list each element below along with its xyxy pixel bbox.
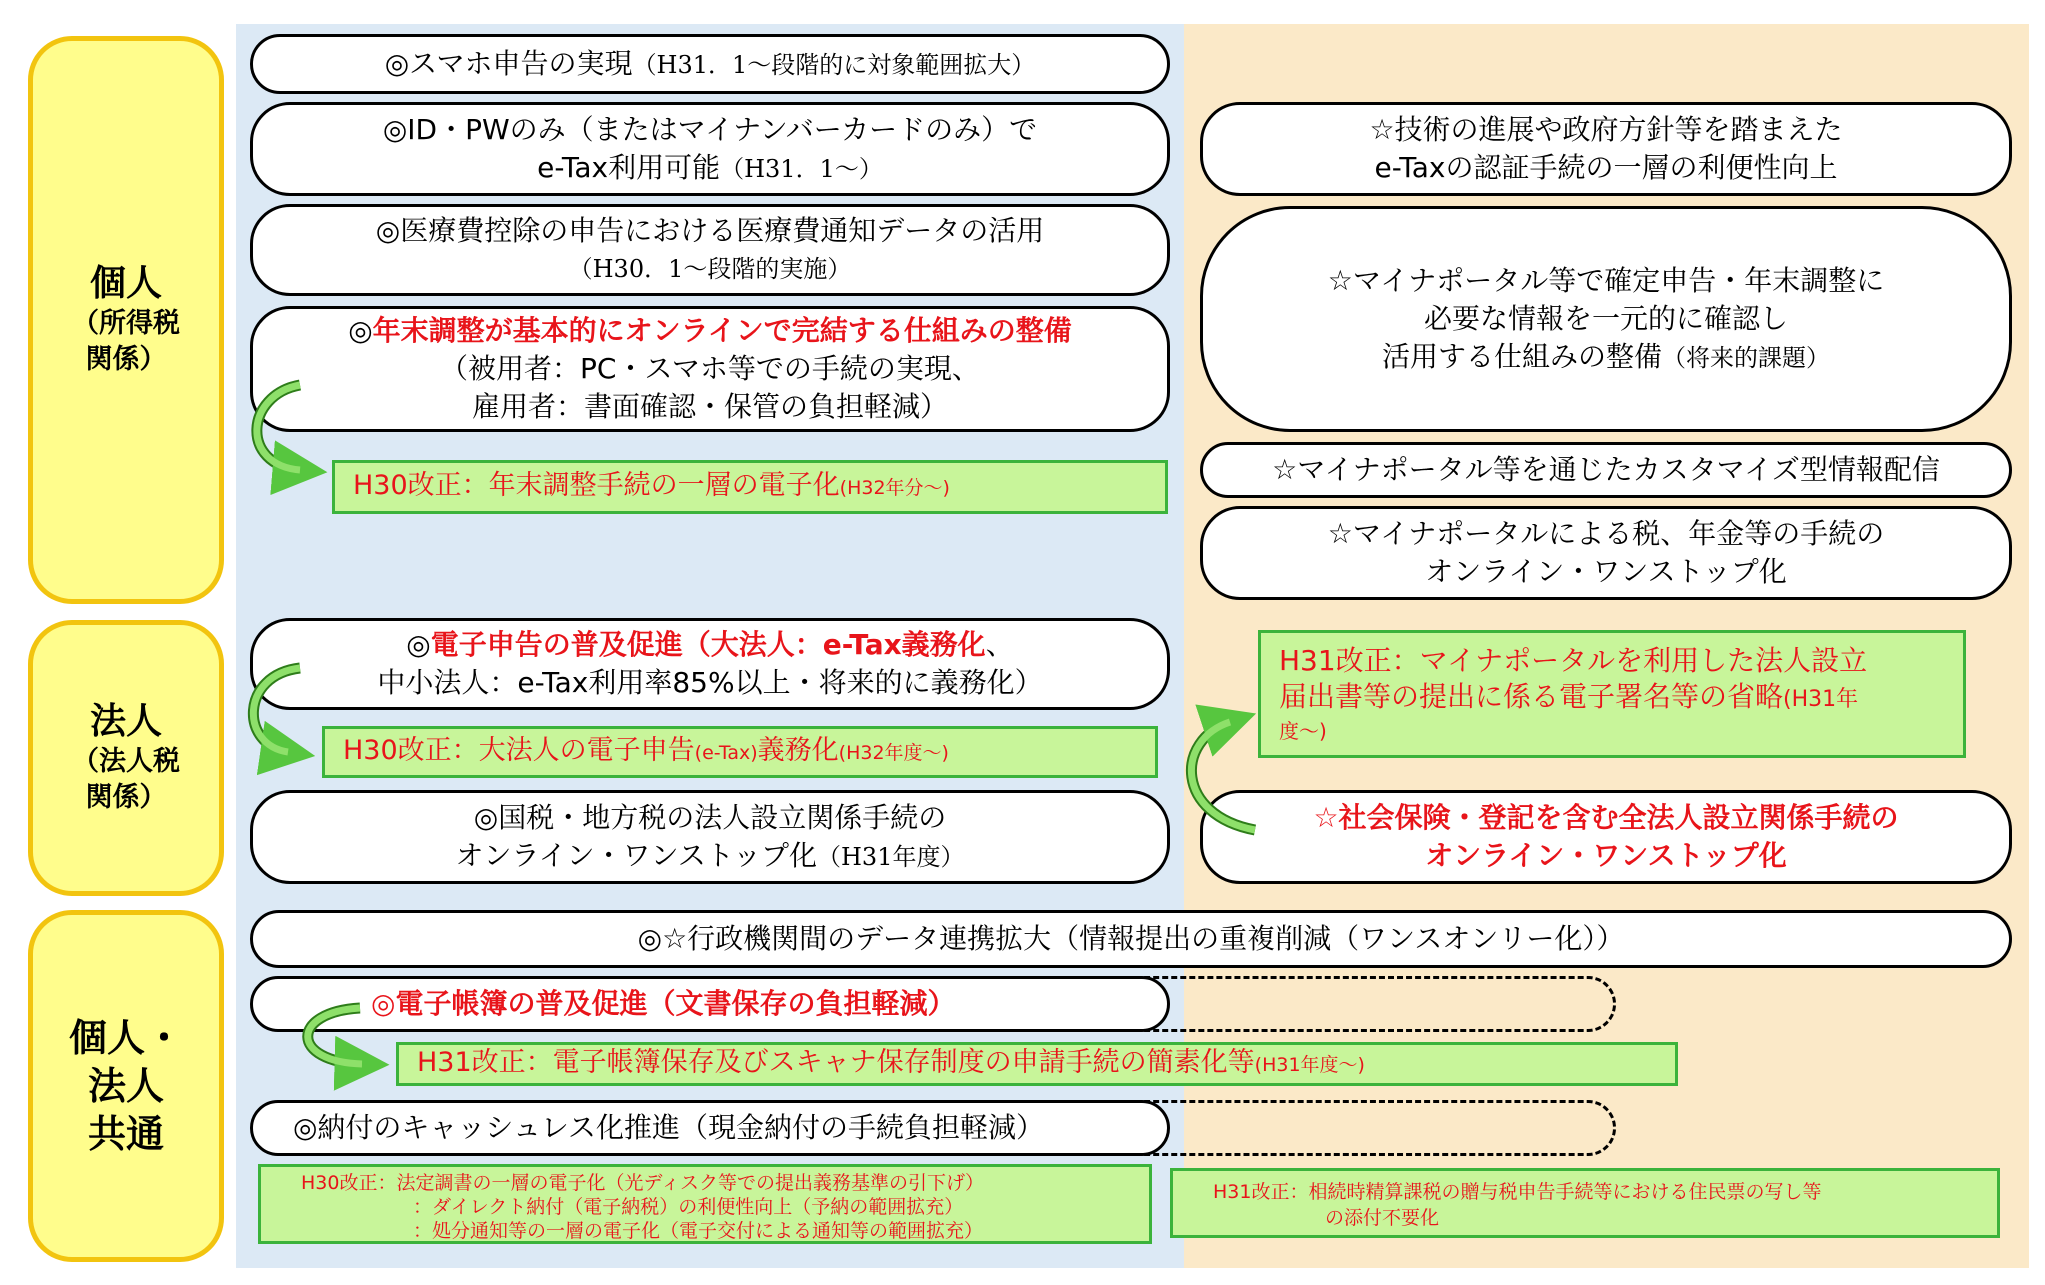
category-individual: 個人 （所得税 関係）	[28, 36, 224, 604]
electronic-ledger-box: ◎電子帳簿の普及促進（文書保存の負担軽減）	[250, 976, 1170, 1032]
category-corporate: 法人 （法人税 関係）	[28, 620, 224, 896]
arrow-corp-setup-icon	[1191, 722, 1255, 830]
e-filing-promotion-box: ◎電子申告の普及促進（大法人：e-Tax義務化、 中小法人：e-Tax利用率85%以上・将来的に義務化）	[250, 618, 1170, 710]
h30-reform-box: H30改正：法定調書の一層の電子化（光ディスク等での提出義務基準の引下げ） ：ダイレクト納付（電子納税）の利便性向上（予納の範囲拡充） ：処分通知等の一層の電子化（電子交付による通知等の範囲拡充）	[258, 1164, 1152, 1244]
year-end-adjustment-box: ◎年末調整が基本的にオンラインで完結する仕組みの整備 （被用者：PC・スマホ等での手続の実現、 雇用者：書面確認・保管の負担軽減）	[250, 306, 1170, 432]
medical-deduction-box: ◎医療費控除の申告における医療費通知データの活用 （H30．1～段階的実施）	[250, 204, 1170, 296]
mynaportal-confirmation-box: ☆マイナポータル等で確定申告・年末調整に 必要な情報を一元的に確認し 活用する仕組みの整備（将来的課題）	[1200, 206, 2012, 432]
category-common: 個人・ 法人 共通	[28, 910, 224, 1262]
incorporation-procedures-box: ◎国税・地方税の法人設立関係手続の オンライン・ワンストップ化（H31年度）	[250, 790, 1170, 884]
arrow-e-filing-icon	[253, 668, 300, 752]
arrow-year-end-icon	[257, 385, 300, 470]
cashless-payment-box: ◎納付のキャッシュレス化推進（現金納付の手続負担軽減）	[250, 1100, 1170, 1156]
h31-reform-box: H31改正：相続時精算課税の贈与税申告手続等における住民票の写し等 の添付不要化	[1170, 1168, 2000, 1238]
ledger-reform-box: H31改正：電子帳簿保存及びスキャナ保存制度の申請手続の簡素化等(H31年度～)	[396, 1042, 1678, 1086]
data-linkage-box: ◎☆行政機関間のデータ連携拡大（情報提出の重複削減（ワンスオンリー化））	[250, 910, 2012, 968]
social-insurance-box: ☆社会保険・登記を含む全法人設立関係手続の オンライン・ワンストップ化	[1200, 790, 2012, 884]
custom-info-box: ☆マイナポータル等を通じたカスタマイズ型情報配信	[1200, 442, 2012, 498]
year-end-reform-box: H30改正：年末調整手続の一層の電子化(H32年分～)	[332, 460, 1168, 514]
e-filing-reform-box: H30改正：大法人の電子申告(e-Tax)義務化(H32年度～)	[322, 726, 1158, 778]
corp-setup-reform-box: H31改正：マイナポータルを利用した法人設立 届出書等の提出に係る電子署名等の省略(H31年 度～)	[1258, 630, 1966, 758]
arrow-ledger-icon	[308, 1008, 362, 1064]
authentication-box: ☆技術の進展や政府方針等を踏まえた e-Taxの認証手続の一層の利便性向上	[1200, 102, 2012, 196]
smartphone-filing-box: ◎スマホ申告の実現（H31．1～段階的に対象範囲拡大）	[250, 34, 1170, 94]
onestop-pension-box: ☆マイナポータルによる税、年金等の手続の オンライン・ワンストップ化	[1200, 506, 2012, 600]
idpw-etax-box: ◎ID・PWのみ（またはマイナンバーカードのみ）で e-Tax利用可能（H31．1～）	[250, 102, 1170, 196]
